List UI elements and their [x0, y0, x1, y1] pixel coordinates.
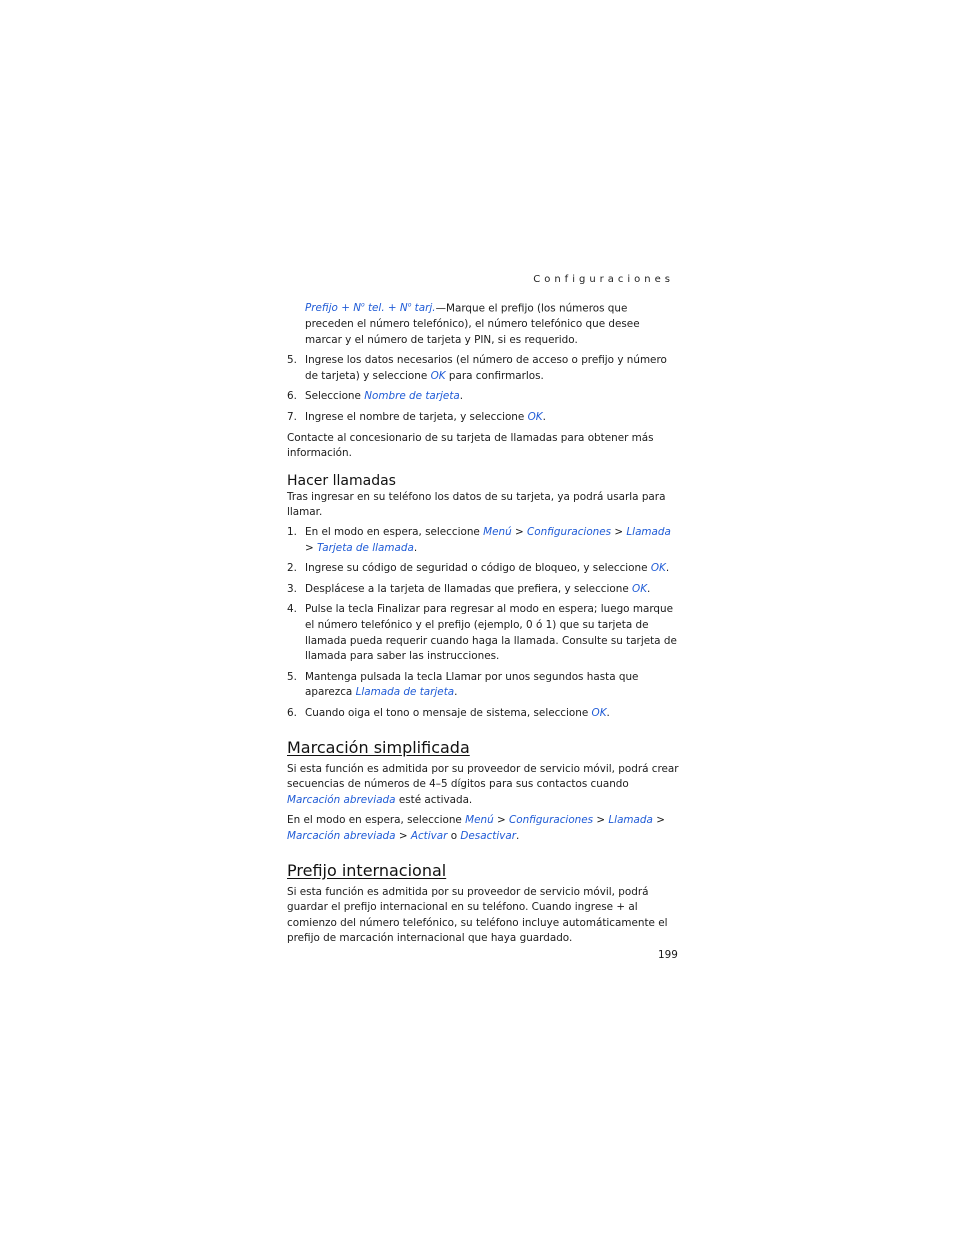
prefix-option-link[interactable]: Prefijo + $N^o$ tel. + $N^o$ tarj.	[305, 302, 436, 315]
section-heading-hacer-llamadas: Hacer llamadas	[287, 472, 396, 489]
marcacion-paragraph: Si esta función es admitida por su proveedor de servicio móvil, podrá crear secuencias de números de 4–5 dígitos para sus contactos cuando Marcación abreviada esté activada.	[287, 762, 679, 806]
prefix-option-description: Prefijo + $N^o$ tel. + $N^o$ tarj.—Marque el prefijo (los números que preceden el número telefónico), el número telefónico que desee marcar y el número de tarjeta y PIN, si es requerido.	[305, 302, 640, 346]
ok-link[interactable]: OK	[430, 369, 446, 382]
page-number: 199	[658, 949, 678, 961]
list-item: 6. Cuando oiga el tono o mensaje de sistema, seleccione OK.	[287, 706, 610, 719]
activar-link[interactable]: Activar	[410, 829, 448, 842]
llamada-link[interactable]: Llamada	[626, 526, 671, 538]
list-item: 2. Ingrese su código de seguridad o código de bloqueo, y seleccione OK.	[287, 562, 670, 575]
ok-link[interactable]: OK	[527, 411, 543, 424]
llamada-link[interactable]: Llamada	[608, 814, 653, 827]
menu-link[interactable]: Menú	[465, 814, 494, 827]
list-item: 4. Pulse la tecla Finalizar para regresar al modo en espera; luego marque el número telefónico y el prefijo (ejemplo, 0 ó 1) que su tarjeta de llamada pueda requerir cuando haga la llamada. Consulte su tarjeta de llamada para saber las instrucciones.	[287, 603, 677, 663]
ok-link[interactable]: OK	[650, 562, 666, 575]
marcacion-path: En el modo en espera, seleccione Menú > Configuraciones > Llamada > Marcación abreviada > Activar o Desactivar.	[287, 814, 665, 842]
page-content	[287, 298, 679, 947]
marcacion-abreviada-link[interactable]: Marcación abreviada	[287, 793, 396, 806]
list-item: 1. En el modo en espera, seleccione Menú > Configuraciones > Llamada > Tarjeta de llamada.	[287, 526, 671, 554]
section-heading-prefijo: Prefijo internacional	[287, 860, 447, 880]
tarjeta-link[interactable]: Tarjeta de llamada	[317, 541, 414, 554]
list-item: 5. Ingrese los datos necesarios (el número de acceso o prefijo y número de tarjeta) y seleccione OK para confirmarlos.	[287, 354, 667, 382]
list-item: 3. Desplácese a la tarjeta de llamadas que prefiera, y seleccione OK.	[287, 582, 651, 595]
contact-note: Contacte al concesionario de su tarjeta de llamadas para obtener más información.	[287, 431, 654, 460]
desactivar-link[interactable]: Desactivar	[460, 829, 517, 842]
hacer-intro: Tras ingresar en su teléfono los datos de su tarjeta, ya podrá usarla para llamar.	[287, 490, 666, 519]
ok-link[interactable]: OK	[591, 706, 607, 719]
list-item: 7. Ingrese el nombre de tarjeta, y seleccione OK.	[287, 411, 546, 424]
card-name-link[interactable]: Nombre de tarjeta	[364, 390, 460, 403]
prefijo-paragraph: Si esta función es admitida por su proveedor de servicio móvil, podrá guardar el prefijo internacional en su teléfono. Cuando ingrese + al comienzo del número telefónico, su teléfono incluye automáticamente el prefijo de marcación internacional que haya guardado.	[287, 885, 668, 945]
list-item: 5. Mantenga pulsada la tecla Llamar por unos segundos hasta que aparezca Llamada de tarjeta.	[287, 670, 639, 699]
running-header: Configuraciones	[533, 274, 674, 285]
ok-link[interactable]: OK	[632, 582, 648, 595]
menu-link[interactable]: Menú	[483, 526, 512, 538]
abreviada-link[interactable]: Marcación abreviada	[287, 829, 396, 842]
llamada-tarjeta-link[interactable]: Llamada de tarjeta	[355, 686, 455, 699]
list-item: 6. Seleccione Nombre de tarjeta.	[287, 390, 464, 403]
config-link[interactable]: Configuraciones	[526, 526, 612, 538]
section-heading-marcacion: Marcación simplificada	[287, 737, 470, 757]
config-link[interactable]: Configuraciones	[508, 814, 594, 827]
